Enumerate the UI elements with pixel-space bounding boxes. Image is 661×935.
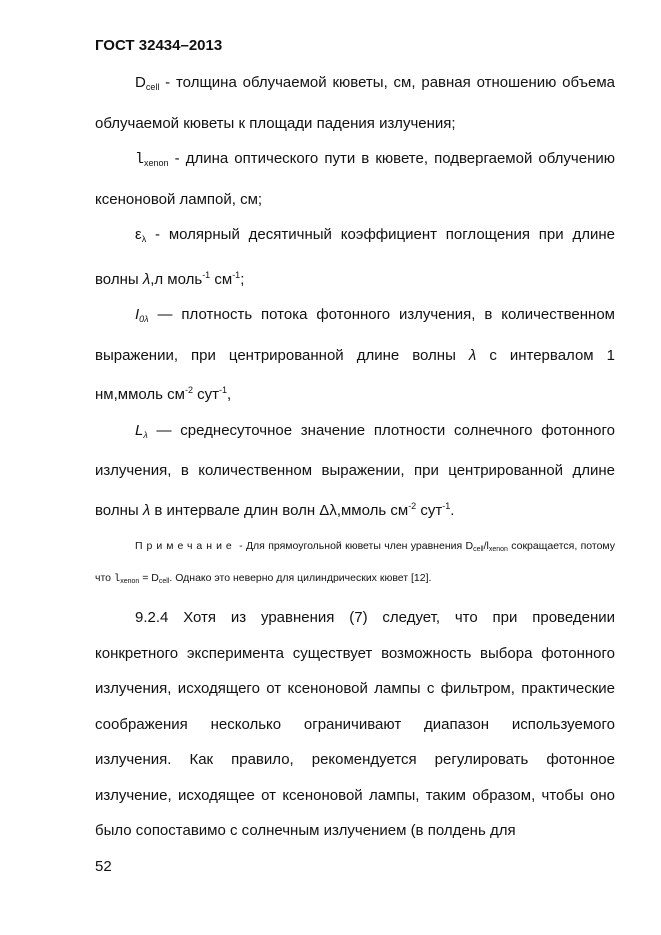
- definition-text: сут: [416, 501, 443, 519]
- definition-text: см: [210, 270, 233, 288]
- superscript: -1: [442, 500, 451, 511]
- definition-text: ,: [227, 386, 232, 403]
- definition-text: - толщина облучаемой кюветы, см, равная отношению объема облучаемой кюветы к площади падения излучения;: [95, 74, 615, 132]
- definition-text: ;: [240, 270, 245, 288]
- definition-i0: [95, 297, 615, 413]
- note-text: . Однако это неверно для цилиндрических кювет [12].: [169, 572, 432, 584]
- symbol-l: l: [135, 151, 145, 168]
- superscript: -1: [202, 269, 211, 280]
- superscript: -2: [408, 500, 417, 511]
- superscript: -1: [219, 385, 228, 395]
- definition-text: - молярный десятичный коэффициент поглощения при длине волны: [95, 226, 615, 288]
- note-paragraph: [95, 532, 615, 596]
- symbol-i: I: [135, 306, 140, 323]
- definition-text: в интервале длин волн Δλ,ммоль см: [150, 501, 409, 519]
- definition-epsilon: [95, 217, 615, 297]
- subscript-lambda: λ: [143, 429, 148, 440]
- lambda-symbol: λ: [142, 501, 151, 519]
- note-subscript: cell: [473, 546, 484, 553]
- subscript-xenon: xenon: [144, 158, 169, 168]
- note-label: Примечание: [135, 540, 236, 552]
- note-symbol-l: l: [113, 573, 121, 585]
- lambda-symbol: λ: [468, 346, 477, 364]
- lambda-symbol: λ: [142, 270, 151, 288]
- definition-text: — плотность потока фотонного излучения, в количественном выражении, при центрированной длине волны: [95, 306, 615, 364]
- superscript: -1: [232, 269, 241, 280]
- definition-text: .: [450, 501, 455, 519]
- definition-text: - длина оптического пути в кювете, подвергаемой облучению ксеноновой лампой, см;: [95, 150, 615, 208]
- note-subscript: xenon: [120, 578, 140, 585]
- subscript-0-lambda: 0λ: [139, 314, 149, 324]
- page-content: [95, 65, 615, 849]
- symbol-epsilon: ε: [135, 226, 142, 243]
- note-text: /l: [483, 540, 489, 552]
- definition-d-cell: [95, 65, 615, 141]
- note-subscript: xenon: [488, 546, 508, 553]
- note-subscript: cell: [158, 578, 170, 585]
- symbol-l: L: [135, 421, 144, 439]
- definition-text: с интервалом 1 нм,ммоль см: [95, 346, 615, 403]
- symbol-d: D: [135, 74, 146, 91]
- section-9-2-4: 9.2.4 Хотя из уравнения (7) следует, что при проведении конкретного эксперимента существует возможность выбора фотонного излучения, исходящего от ксеноновой лампы с фильтром, практические соображения несколько ограничивают диапазон используемого излучения. Как правило, рекомендуется регулировать фотонное излучение, исходящее от ксеноновой лампы, таким образом, чтобы оно было сопоставимо с солнечным излучением (в полдень для: [95, 609, 615, 839]
- note-text: сокращается, потому что: [95, 540, 615, 584]
- note-text: - Для прямоугольной кюветы член уравнения D: [235, 540, 474, 552]
- definition-text: сут: [192, 386, 220, 403]
- subscript-cell: cell: [145, 82, 160, 92]
- page-number: 52: [95, 858, 112, 875]
- note-text: = D: [139, 572, 159, 584]
- definition-text: — среднесуточное значение плотности солнечного фотонного излучения, в количественном выражении, при центрированной длине волны: [95, 421, 615, 519]
- definition-l-xenon: [95, 141, 615, 217]
- superscript: -2: [184, 385, 193, 395]
- definition-l-lambda: [95, 413, 615, 529]
- definition-text: ,л моль: [150, 270, 203, 288]
- document-header: ГОСТ 32434–2013: [95, 37, 223, 54]
- subscript-lambda: λ: [141, 234, 147, 244]
